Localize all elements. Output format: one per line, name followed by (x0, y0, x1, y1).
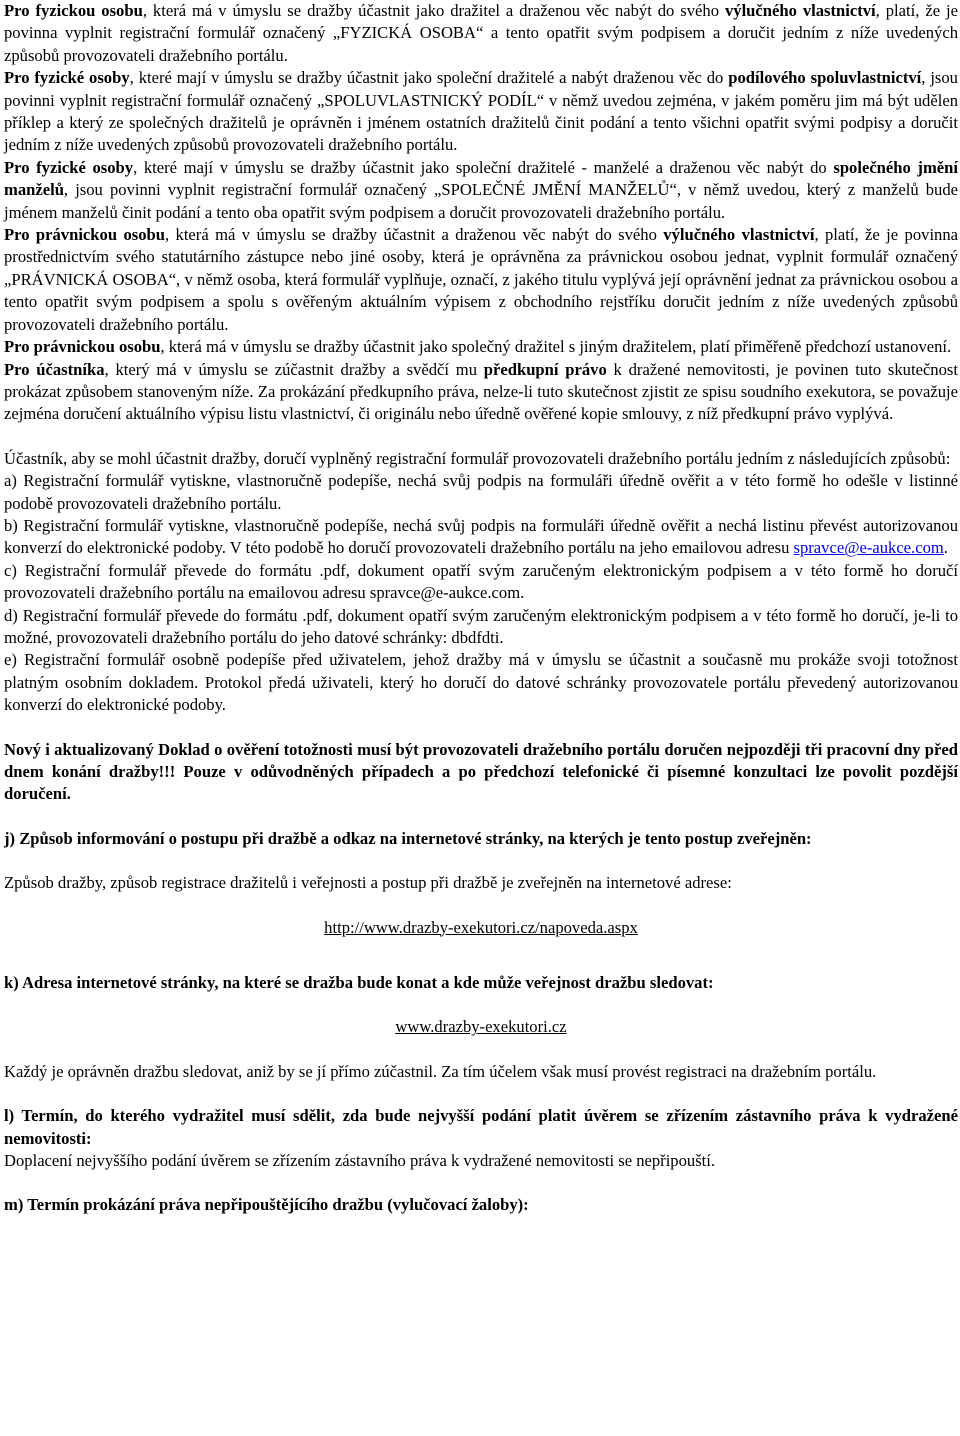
spacer (4, 961, 958, 972)
paragraph-preemption: Pro účastníka, který má v úmyslu se zúčastnit dražby a svědčí mu předkupní právo k dražené nemovitosti, je povinen tuto skutečnost prokázat způsobem stanoveným níže. Za prokázání předkupního práva, nelze-li tuto skutečnost zjistit ze spisu soudního exekutora, se považuje zejména doručení aktuálního výpisu listu vlastnictví, či originálu nebo úředně ověřené kopie smlouvy, z níž předkupní právo vyplývá. (4, 359, 958, 424)
spacer (4, 850, 958, 872)
spacer (4, 994, 958, 1016)
spacer (4, 1039, 958, 1061)
document-page (4, 0, 958, 1217)
paragraph-spouses: Pro fyzické osoby, které mají v úmyslu se dražby účastnit jako společní dražitelé - manželé a draženou věc nabýt do společného jmění manželů, jsou povinni vyplnit registrační formulář označený „SPOLEČNÉ JMĚNÍ MANŽELŮ“, v němž uvedou, který z manželů bude jménem manželů činit podání a tento oba opatřit svým podpisem a doručit provozovateli dražebního portálu. (4, 157, 958, 222)
paragraph-co-ownership: Pro fyzické osoby, které mají v úmyslu se dražby účastnit jako společní dražitelé a nabýt draženou věc do podílového spoluvlastnictví, jsou povinni vyplnit registrační formulář označený „SPOLUVLASTNICKÝ PODÍL“ v němž uvedou zejména, v jakém poměru jim má být udělen příklep a který ze společných dražitelů je oprávněn i jménem ostatních dražitelů činit podání a tento všichni opatřit svými podpisy a doručit jedním z níže uvedených způsobů provozovateli dražebního portálu. (4, 68, 958, 155)
paragraph-delivery-intro: Účastník, aby se mohl účastnit dražby, doručí vyplněný registrační formulář provozovateli dražebního portálu jedním z následujících způsobů: (4, 448, 951, 468)
spacer (4, 895, 958, 917)
email-link[interactable]: spravce@e-aukce.com (793, 538, 944, 558)
help-url-link[interactable]: http://www.drazby-exekutori.cz/napoveda.aspx (324, 917, 638, 937)
spacer (4, 1083, 958, 1105)
delivery-option-d: d) Registrační formulář převede do formátu .pdf, dokument opatří svým zaručeným elektronickým podpisem a v této formě ho doručí, je-li to možné, provozovateli dražebního portálu do jeho datové schránky: dbdfdti. (4, 605, 958, 647)
spacer (4, 806, 958, 828)
spacer (4, 1172, 958, 1194)
section-l-text: Doplacení nejvyššího podání úvěrem se zřízením zástavního práva k vydražené nemovitosti se nepřipouští. (4, 1151, 716, 1171)
delivery-option-a: a) Registrační formulář vytiskne, vlastnoručně podepíše, nechá svůj podpis na formuláři úředně ověřit a v této formě ho odešle v listinné podobě provozovateli dražebního portálu. (4, 471, 958, 513)
paragraph-legal-person-joint: Pro právnickou osobu, která má v úmyslu se dražby účastnit jako společný dražitel s jiným dražitelem, platí přiměřeně předchozí ustanovení. (4, 337, 952, 357)
spacer (4, 426, 958, 448)
section-k-heading: k) Adresa internetové stránky, na které se dražba bude konat a kde může veřejnost dražbu sledovat: (4, 973, 714, 993)
paragraph-legal-person: Pro právnickou osobu, která má v úmyslu se dražby účastnit a draženou věc nabýt do svého výlučného vlastnictví, platí, že je povinna prostřednictvím svého statutárního zástupce nebo jiné osoby, která je oprávněna za právnickou osobou jednat, vyplnit formulář označený „PRÁVNICKÁ OSOBA“, v němž osoba, která formulář vyplňuje, označí, z jakého titulu vyplývá její oprávnění jednat za právnickou osobou a tento opatřit svým podpisem a spolu s ověřeným aktuálním výpisem z obchodního rejstříku doručit jedním z níže uvedených způsobů provozovateli dražebního portálu. (4, 225, 959, 334)
paragraph-natural-person: Pro fyzickou osobu, která má v úmyslu se dražby účastnit jako dražitel a draženou věc nabýt do svého výlučného vlastnictví, platí, že je povinna vyplnit registrační formulář označený „FYZICKÁ OSOBA“ a tento opatřit svým podpisem a doručit jedním z níže uvedených způsobů provozovateli dražebního portálu. (4, 1, 958, 65)
identity-notice: Nový i aktualizovaný Doklad o ověření totožnosti musí být provozovateli dražebního portálu doručen nejpozději tři pracovní dny před dnem konání dražby!!! Pouze v odůvodněných případech a po předchozí telefonické či písemné konzultaci lze povolit pozdější doručení. (4, 739, 958, 804)
spacer (4, 939, 958, 961)
section-m-heading: m) Termín prokázání práva nepřipouštějícího dražbu (vylučovací žaloby): (4, 1195, 529, 1215)
delivery-option-e: e) Registrační formulář osobně podepíše před uživatelem, jehož dražby má v úmyslu se účastnit a současně mu prokáže svoji totožnost platným osobním dokladem. Protokol předá uživateli, který ho doručí do datové schránky provozovatele portálu převedený autorizovanou konverzí do elektronické podoby. (4, 650, 958, 715)
section-j-url-line (4, 917, 958, 939)
section-k-url-line (4, 1016, 958, 1038)
delivery-option-c: c) Registrační formulář převede do formátu .pdf, dokument opatří svým zaručeným elektronickým podpisem a v této formě ho doručí provozovateli dražebního portálu na emailovou adresu spravce@e-aukce.com. (4, 560, 958, 603)
delivery-option-b: b) Registrační formulář vytiskne, vlastnoručně podepíše, nechá svůj podpis na formuláři úředně ověřit a nechá listinu převést autorizovanou konverzí do elektronické podoby. V této podobě ho doručí provozovateli dražebního portálu na jeho emailovou adresu spravce@e-aukce.com. (4, 515, 958, 558)
section-l-heading: l) Termín, do kterého vydražitel musí sdělit, zda bude nejvyšší podání platit úvěrem se zřízením zástavního práva k vydražené nemovitosti: (4, 1106, 958, 1148)
section-j-text: Způsob dražby, způsob registrace dražitelů i veřejnosti a postup při dražbě je zveřejněn na internetové adrese: (4, 873, 732, 893)
section-j-heading: j) Způsob informování o postupu při dražbě a odkaz na internetové stránky, na kterých je tento postup zveřejněn: (4, 828, 812, 848)
section-k-text: Každý je oprávněn dražbu sledovat, aniž by se jí přímo zúčastnil. Za tím účelem však musí provést registraci na dražebním portálu. (4, 1061, 877, 1081)
auction-url-link[interactable]: www.drazby-exekutori.cz (395, 1017, 567, 1037)
spacer (4, 717, 958, 739)
